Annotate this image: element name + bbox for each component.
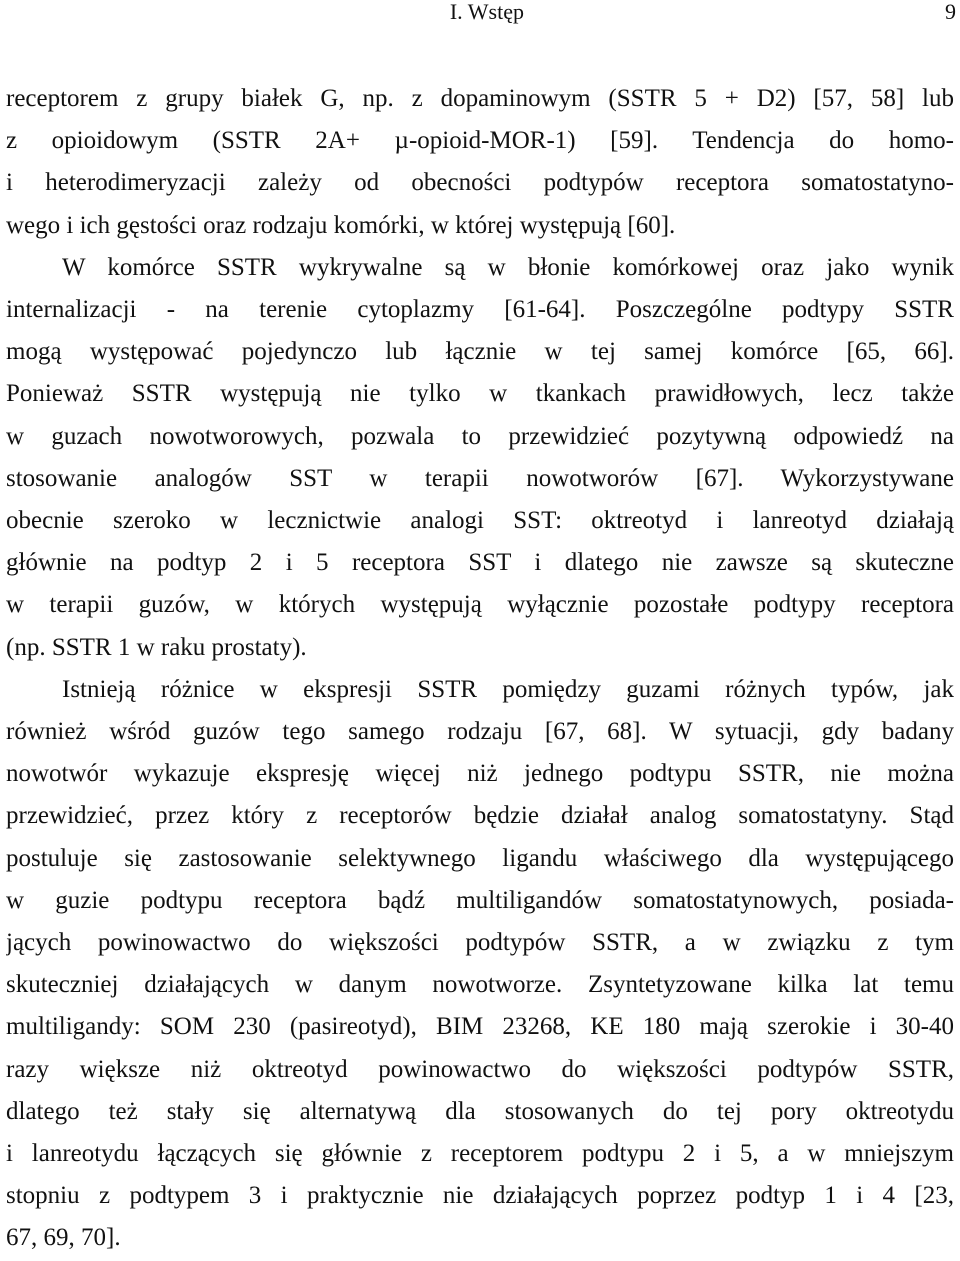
text-line: Istnieją różnice w ekspresji SSTR pomiędzy guzami różnych typów, jak <box>62 675 954 703</box>
text-line: 67, 69, 70]. <box>6 1224 121 1252</box>
text-line: i heterodimeryzacji zależy od obecności podtypów receptora somatostatyno- <box>6 169 954 197</box>
page-number: 9 <box>945 0 956 24</box>
text-line: stopniu z podtypem 3 i praktycznie nie działających poprzez podtyp 1 i 4 [23, <box>6 1182 954 1210</box>
text-line: w guzach nowotworowych, pozwala to przewidzieć pozytywną odpowiedź na <box>6 422 954 450</box>
paragraph <box>6 247 954 669</box>
text-line: dlatego też stały się alternatywą dla stosowanych do tej pory oktreotydu <box>6 1097 954 1125</box>
text-line: postuluje się zastosowanie selektywnego ligandu właściwego dla występującego <box>6 844 954 872</box>
text-line: internalizacji - na terenie cytoplazmy [61-64]. Poszczególne podtypy SSTR <box>6 296 954 324</box>
text-line: obecnie szeroko w lecznictwie analogi SST: oktreotyd i lanreotyd działają <box>6 507 954 535</box>
text-line: jących powinowactwo do większości podtypów SSTR, a w związku z tym <box>6 929 954 957</box>
body-text <box>6 78 954 1260</box>
text-line: razy większe niż oktreotyd powinowactwo do większości podtypów SSTR, <box>6 1055 954 1083</box>
text-line: receptorem z grupy białek G, np. z dopaminowym (SSTR 5 + D2) [57, 58] lub <box>6 85 954 112</box>
text-line: skuteczniej działających w danym nowotworze. Zsyntetyzowane kilka lat temu <box>6 971 954 999</box>
text-line: w terapii guzów, w których występują wyłącznie pozostałe podtypy receptora <box>6 591 954 619</box>
text-line: przewidzieć, przez który z receptorów będzie działał analog somatostatyny. Stąd <box>6 802 954 830</box>
text-line: i lanreotydu łączących się głównie z receptorem podtypu 2 i 5, a w mniejszym <box>6 1140 954 1168</box>
text-line: nowotwór wykazuje ekspresję więcej niż jednego podtypu SSTR, nie można <box>6 760 954 788</box>
text-line: również wśród guzów tego samego rodzaju [67, 68]. W sytuacji, gdy badany <box>6 718 954 746</box>
text-line: multiligandy: SOM 230 (pasireotyd), BIM 23268, KE 180 mają szerokie i 30-40 <box>6 1013 954 1041</box>
text-line: głównie na podtyp 2 i 5 receptora SST i dlatego nie zawsze są skuteczne <box>6 549 954 577</box>
text-line: wego i ich gęstości oraz rodzaju komórki, w której występują [60]. <box>6 211 676 239</box>
text-line: W komórce SSTR wykrywalne są w błonie komórkowej oraz jako wynik <box>62 253 954 281</box>
text-line: z opioidowym (SSTR 2A+ µ-opioid-MOR-1) [59]. Tendencja do homo- <box>6 127 954 155</box>
text-line: stosowanie analogów SST w terapii nowotworów [67]. Wykorzystywane <box>6 464 954 492</box>
paragraph <box>6 78 954 247</box>
text-line: (np. SSTR 1 w raku prostaty). <box>6 633 307 661</box>
text-line: w guzie podtypu receptora bądź multiligandów somatostatynowych, posiada- <box>6 886 954 914</box>
page-header <box>0 0 960 32</box>
chapter-title: I. Wstęp <box>449 0 524 24</box>
text-line: Ponieważ SSTR występują nie tylko w tkankach prawidłowych, lecz także <box>6 380 954 408</box>
paragraph <box>6 669 954 1260</box>
text-line: mogą występować pojedynczo lub łącznie w tej samej komórce [65, 66]. <box>6 338 954 366</box>
